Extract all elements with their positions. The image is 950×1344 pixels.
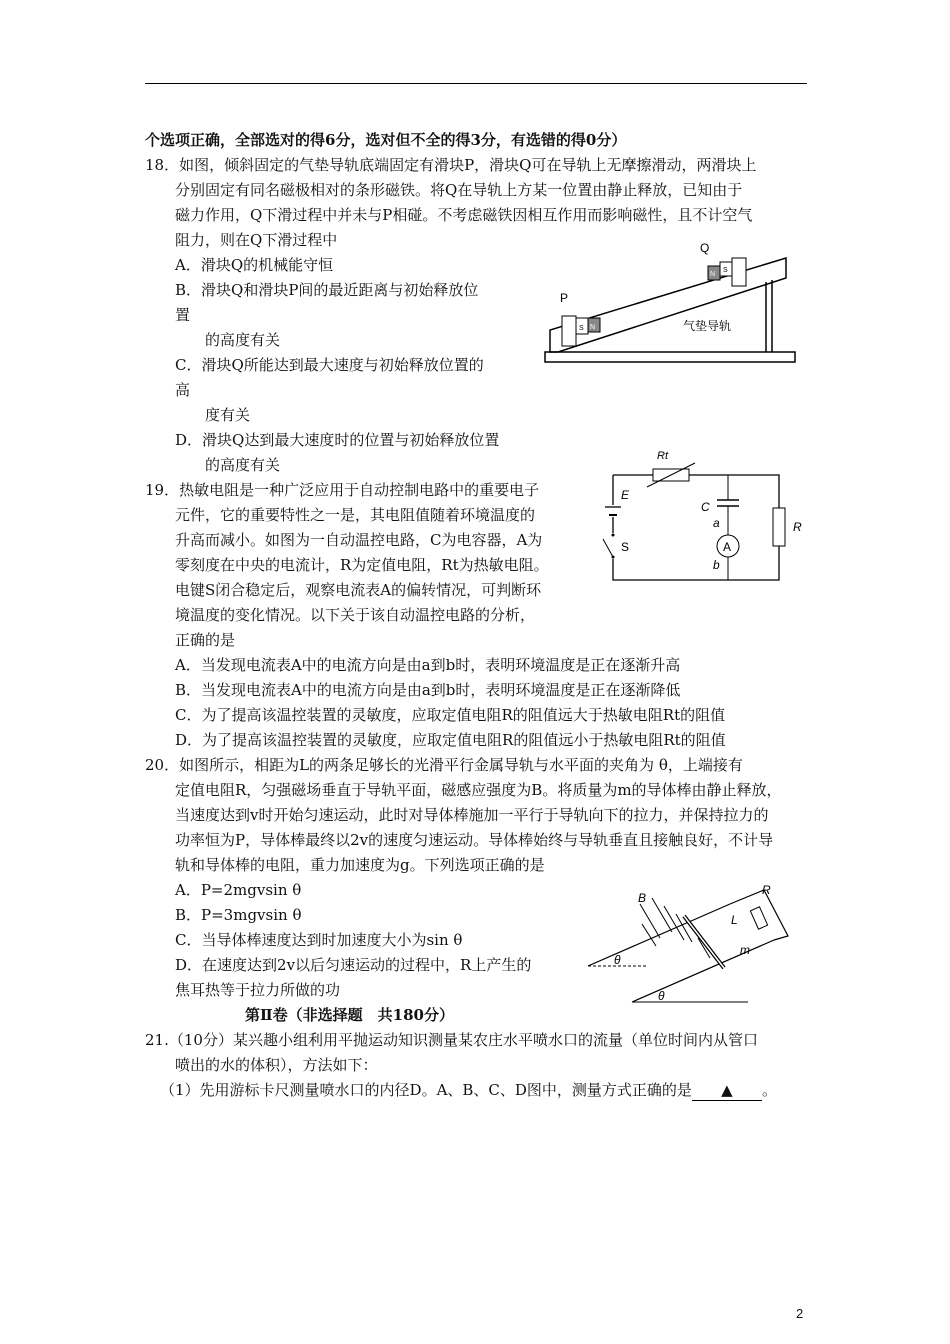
label-r: R	[793, 520, 802, 534]
label-n-left: N	[590, 324, 596, 331]
label-rt: Rt	[657, 450, 668, 462]
text-line: 喷出的水的体积），方法如下：	[175, 1056, 378, 1074]
text-line: 功率恒为P，导体棒最终以2v的速度匀速运动。导体棒始终与导轨垂直且接触良好，不计导	[175, 831, 774, 849]
text-line: 阻力，则在Q下滑过程中	[175, 231, 338, 249]
text-line: 电键S闭合稳定后，观察电流表A的偏转情况，可判断环	[175, 581, 542, 599]
text-line: 高	[175, 381, 191, 399]
label-c: C	[701, 500, 710, 514]
label-m: m	[740, 943, 750, 957]
air-track-figure	[540, 238, 800, 370]
text-line: 第Ⅱ卷（非选择题 共180分）	[245, 1006, 454, 1024]
header-rule	[145, 83, 807, 84]
text-line: 焦耳热等于拉力所做的功	[175, 981, 341, 999]
label-q: Q	[700, 241, 710, 255]
text-line: D．滑块Q达到最大速度时的位置与初始释放位置	[175, 431, 500, 449]
text-line: 定值电阻R，匀强磁场垂直于导轨平面，磁感应强度为B。将质量为m的导体棒由静止释放，	[175, 781, 782, 799]
label-r: R	[762, 884, 771, 897]
text-line: 升高而减小。如图为一自动温控电路，C为电容器，A为	[175, 531, 543, 549]
text-line: 境温度的变化情况。以下关于该自动温控电路的分析，	[175, 606, 536, 624]
text-line: C．滑块Q所能达到最大速度与初始释放位置的	[175, 356, 484, 374]
text-line: 度有关	[205, 406, 251, 424]
text-line: 正确的是	[175, 631, 236, 649]
rail-figure	[588, 884, 810, 1009]
text-line: 21.（10分）某兴趣小组利用平抛运动知识测量某农庄水平喷水口的流量（单位时间内从管口	[145, 1031, 758, 1049]
text-line: 置	[175, 306, 191, 324]
text-line: B．P=3mgvsin θ	[175, 906, 302, 924]
label-theta-2: θ	[658, 989, 665, 1003]
label-b: B	[638, 891, 647, 905]
page-number: 2	[796, 1306, 804, 1321]
label-n-right: N	[710, 271, 716, 278]
text-line: 的高度有关	[205, 456, 281, 474]
text-line: 当速度达到v时开始匀速运动，此时对导体棒施加一平行于导轨向下的拉力，并保持拉力的	[175, 806, 769, 824]
text-line: C．当导体棒速度达到时加速度大小为sin θ	[175, 931, 463, 949]
label-theta-1: θ	[614, 953, 621, 967]
circuit-figure	[595, 445, 815, 590]
label-s: S	[621, 540, 630, 554]
text-line: 个选项正确，全部选对的得6分，选对但不全的得3分，有选错的得0分）	[145, 131, 627, 149]
text-line: 20．如图所示，相距为L的两条足够长的光滑平行金属导轨与水平面的夹角为 θ，上端接有	[145, 756, 743, 774]
text-line: B．当发现电流表A中的电流方向是由a到b时，表明环境温度是正在逐渐降低	[175, 681, 681, 699]
text-line: 18．如图，倾斜固定的气垫导轨底端固定有滑块P，滑块Q可在导轨上无摩擦滑动，两滑块上	[145, 156, 757, 174]
text-line: 轨和导体棒的电阻，重力加速度为g。下列选项正确的是	[175, 856, 545, 874]
label-b: b	[713, 558, 720, 572]
text-line: 零刻度在中央的电流计，R为定值电阻，Rt为热敏电阻。	[175, 556, 549, 574]
label-s-left: S	[579, 325, 584, 332]
text-line: D．在速度达到2v以后匀速运动的过程中，R上产生的	[175, 956, 532, 974]
text-line: 的高度有关	[205, 331, 281, 349]
label-l: L	[731, 913, 738, 927]
text-line: 磁力作用，Q下滑过程中并未与P相碰。不考虑磁铁因相互作用而影响磁性，且不计空气	[175, 206, 753, 224]
text-line: 分别固定有同名磁极相对的条形磁铁。将Q在导轨上方某一位置由静止释放，已知由于	[175, 181, 743, 199]
text-line: A．当发现电流表A中的电流方向是由a到b时，表明环境温度是正在逐渐升高	[175, 656, 681, 674]
text-line: B．滑块Q和滑块P间的最近距离与初始释放位	[175, 281, 479, 299]
label-rail: 气垫导轨	[683, 319, 732, 333]
label-a: a	[713, 516, 720, 530]
label-p: P	[560, 291, 569, 305]
period: 。	[761, 1081, 777, 1099]
text-line: 19．热敏电阻是一种广泛应用于自动控制电路中的重要电子	[145, 481, 540, 499]
text-line: D．为了提高该温控装置的灵敏度，应取定值电阻R的阻值远小于热敏电阻Rt的阻值	[175, 731, 726, 749]
label-e: E	[621, 488, 630, 502]
answer-blank: ▲	[692, 1080, 762, 1101]
text-line: 元件，它的重要特性之一是，其电阻值随着环境温度的	[175, 506, 536, 524]
text-line: C．为了提高该温控装置的灵敏度，应取定值电阻R的阻值远大于热敏电阻Rt的阻值	[175, 706, 726, 724]
text-line: A．滑块Q的机械能守恒	[175, 256, 334, 274]
text-line: （1）先用游标卡尺测量喷水口的内径D。A、B、C、D图中，测量方式正确的是 ▲ 。	[160, 1081, 777, 1099]
label-s-right: S	[723, 267, 728, 274]
label-ammeter: A	[723, 540, 732, 554]
text-line: A．P=2mgvsin θ	[175, 881, 302, 899]
